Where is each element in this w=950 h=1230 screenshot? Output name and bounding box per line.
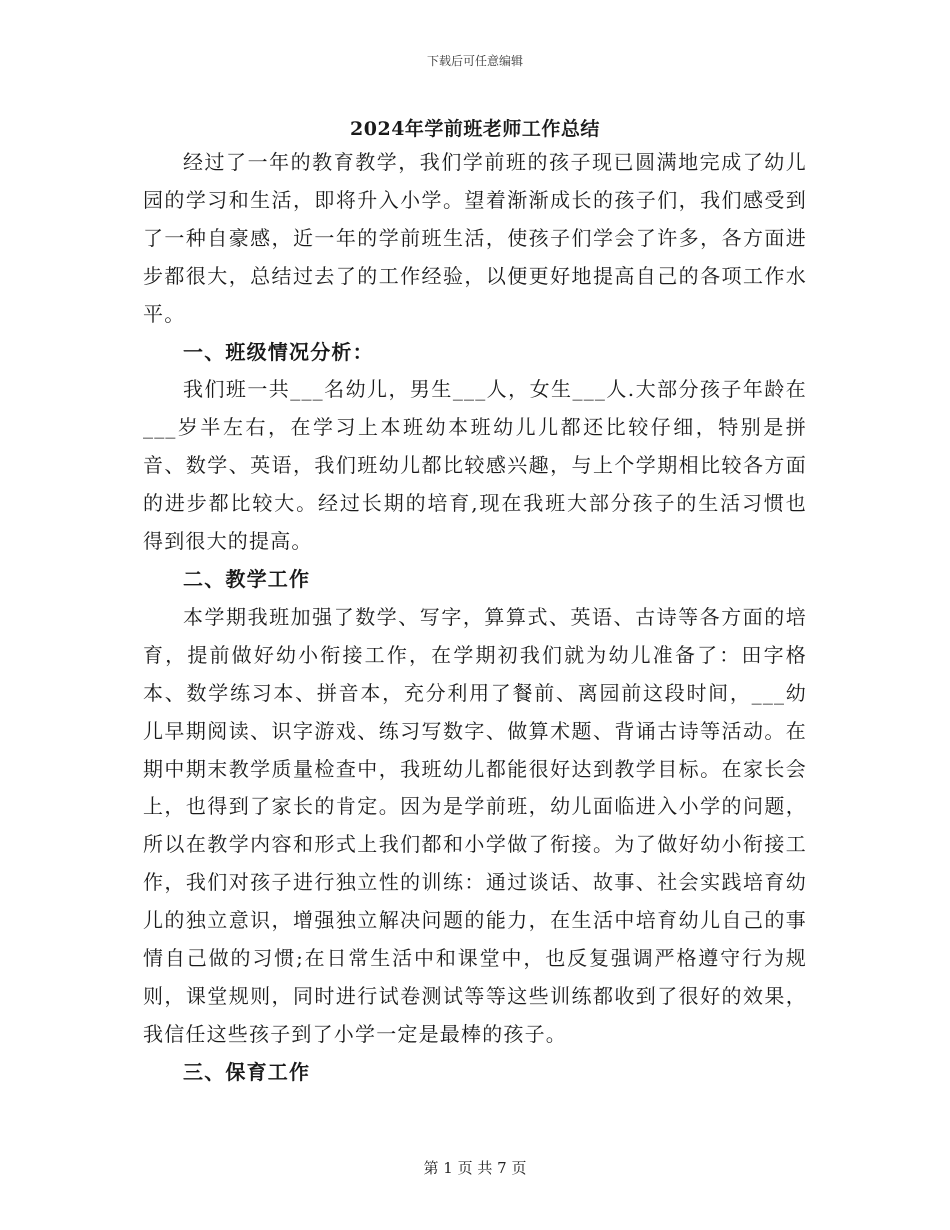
page-number: 第 1 页 共 7 页 bbox=[423, 1159, 527, 1177]
section-heading-childcare: 三、保育工作 bbox=[183, 1059, 311, 1084]
document-body bbox=[143, 144, 807, 1092]
header-note: 下载后可任意编辑 bbox=[426, 54, 523, 68]
section-paragraph-teaching: 本学期我班加强了数学、写字，算算式、英语、古诗等各方面的培育，提前做好幼小衔接工作，在学期初我们就为幼儿准备了：田字格本、数学练习本、拼音本，充分利用了餐前、离园前这段时间，___幼儿早期阅读、识字游戏、练习写数字、做算术题、背诵古诗等活动。在期中期末教学质量检查中，我班幼儿都能很好达到教学目标。在家长会上，也得到了家长的肯定。因为是学前班，幼儿面临进入小学的问题，所以在教学内容和形式上我们都和小学做了衔接。为了做好幼小衔接工作，我们对孩子进行独立性的训练：通过谈话、故事、社会实践培育幼儿的独立意识，增强独立解决问题的能力，在生活中培育幼儿自己的事情自己做的习惯;在日常生活中和课堂中，也反复强调严格遵守行为规则，课堂规则，同时进行试卷测试等等这些训练都收到了很好的效果，我信任这些孩子到了小学一定是最棒的孩子。 bbox=[143, 604, 807, 1046]
page-title: 2024年学前班老师工作总结 bbox=[350, 118, 600, 140]
section-heading-teaching: 二、教学工作 bbox=[183, 566, 311, 591]
section-paragraph-class-analysis: 我们班一共___名幼儿，男生___人，女生___人.大部分孩子年龄在___岁半左右，在学习上本班幼本班幼儿儿都还比较仔细，特别是拼音、数学、英语，我们班幼儿都比较感兴趣，与上个学期相比较各方面的进步都比较大。经过长期的培育,现在我班大部分孩子的生活习惯也得到很大的提高。 bbox=[143, 377, 807, 554]
section-heading-class-analysis: 一、班级情况分析： bbox=[183, 339, 374, 364]
intro-paragraph: 经过了一年的教育教学，我们学前班的孩子现已圆满地完成了幼儿园的学习和生活，即将升入小学。望着渐渐成长的孩子们，我们感受到了一种自豪感，近一年的学前班生活，使孩子们学会了许多，各方面进步都很大，总结过去了的工作经验，以便更好地提高自己的各项工作水平。 bbox=[143, 150, 807, 326]
